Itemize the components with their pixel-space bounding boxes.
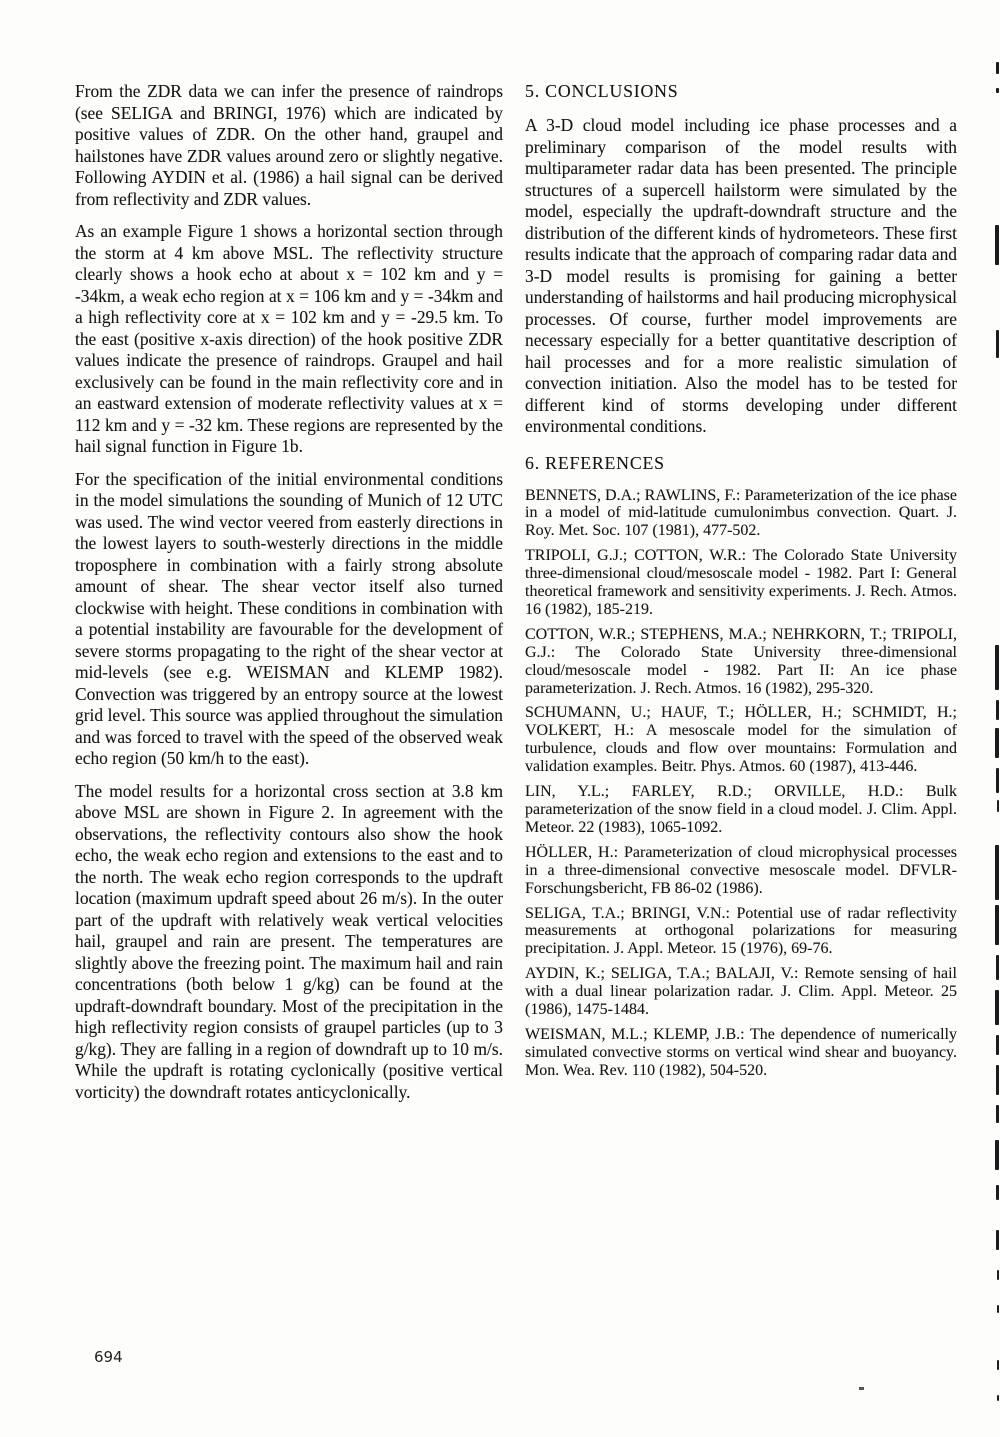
reference-cotton: COTTON, W.R.; STEPHENS, M.A.; NEHRKORN, T.; TRIPOLI, G.J.: The Colorado State University three-dimensional cloud/mesoscale model - 1982. Part II: An ice phase parameterization. J. Rech. Atmos. 16 (1982), 295-320. bbox=[525, 625, 957, 697]
paragraph-figure-1: As an example Figure 1 shows a horizontal section through the storm at 4 km above MSL. The reflectivity structure clearly shows a hook echo at about x = 102 km and y = -34km, a weak echo region at x = 106 km and y = -34km and a high reflectivity core at x = 102 km and y = -29.5 km. To the east (positive x-axis direction) of the hook positive ZDR values indicate the presence of raindrops. Graupel and hail exclusively can be found in the main reflectivity core and in an eastward extension of moderate reflectivity values at x = 112 km and y = -32 km. These regions are represented by the hail signal function in Figure 1b. bbox=[75, 221, 503, 456]
paragraph-initial-conditions: For the specification of the initial environmental conditions in the model simulations the sounding of Munich of 12 UTC was used. The wind vector veered from easterly directions in the lowest layers to south-westerly directions in the middle troposphere in combination with a fairly strong absolute amount of shear. The shear vector itself also turned clockwise with height. These conditions in combination with a potential instability are favourable for the development of severe storms propagating to the right of the shear vector at mid-levels (see e.g. WEISMAN and KLEMP 1982). Convection was triggered by an entropy source at the lowest grid level. This source was applied throughout the simulation and was forced to travel with the speed of the observed weak echo region (50 km/h to the east). bbox=[75, 468, 503, 768]
left-column bbox=[75, 81, 503, 1114]
scan-artifact-mark bbox=[997, 1395, 999, 1401]
conclusions-heading: 5. CONCLUSIONS bbox=[525, 81, 679, 101]
scan-artifact-mark bbox=[996, 62, 999, 74]
scan-artifact-mark bbox=[996, 88, 999, 93]
scan-artifact-mark bbox=[997, 1305, 999, 1313]
scan-artifact-mark bbox=[996, 700, 999, 720]
conclusions-paragraph: A 3-D cloud model including ice phase processes and a preliminary comparison of the model results with multiparameter radar data has been presented. The principle structures of a supercell hailstorm were simulated by the model, especially the updraft-downdraft structure and the distribution of the different kinds of hydrometeors. These first results indicate that the approach of comparing radar data and 3-D model results is promising for gaining a better understanding of hailstorms and hail producing microphysical processes. Of course, further model improvements are necessary especially for a better quantitative description of hail processes and for a more realistic simulation of convection initiation. Also the model has to be tested for different kind of storms developing under different environmental conditions. bbox=[525, 115, 957, 436]
scan-artifact-mark bbox=[997, 1270, 999, 1280]
scan-artifact-mark bbox=[997, 1360, 999, 1370]
reference-aydin: AYDIN, K.; SELIGA, T.A.; BALAJI, V.: Remote sensing of hail with a dual linear polarization radar. J. Clim. Appl. Meteor. 25 (1986), 1475-1484. bbox=[525, 965, 957, 1019]
reference-lin: LIN, Y.L.; FARLEY, R.D.; ORVILLE, H.D.: Bulk parameterization of the snow field in a cloud model. J. Clim. Appl. Meteor. 22 (1983), 1065-1092. bbox=[525, 783, 957, 836]
scan-speck bbox=[859, 1387, 864, 1390]
reference-bennets: BENNETS, D.A.; RAWLINS, F.: Parameterization of the ice phase in a model of mid-latitude cumulonimbus convection. Quart. J. Roy. Met. Soc. 107 (1981), 477-502. bbox=[525, 486, 957, 540]
scan-artifact-mark bbox=[996, 955, 999, 980]
page-number: 694 bbox=[94, 1348, 123, 1366]
scan-artifact-mark bbox=[996, 768, 999, 793]
scan-artifact-mark bbox=[995, 845, 999, 900]
scan-artifact-mark bbox=[995, 728, 999, 758]
reference-schumann: SCHUMANN, U.; HAUF, T.; HÖLLER, H.; SCHMIDT, H.; VOLKERT, H.: A mesoscale model for the simulation of turbulence, clouds and flow over mountains: Formulation and validation examples. Beitr. Phys. Atmos. 60 (1987), 413-446. bbox=[525, 704, 957, 776]
reference-seliga: SELIGA, T.A.; BRINGI, V.N.: Potential use of radar reflectivity measurements at orthogonal polarizations for measuring precipitation. J. Appl. Meteor. 15 (1976), 69-76. bbox=[525, 904, 957, 958]
reference-weisman: WEISMAN, M.L.; KLEMP, J.B.: The dependence of numerically simulated convective storms on vertical wind shear and buoyancy. Mon. Wea. Rev. 110 (1982), 504-520. bbox=[525, 1025, 957, 1079]
scan-artifact-mark bbox=[996, 1035, 999, 1055]
references-heading: 6. REFERENCES bbox=[525, 452, 665, 473]
scan-artifact-mark bbox=[997, 800, 999, 812]
scan-artifact-mark bbox=[995, 1140, 999, 1170]
right-column bbox=[525, 81, 957, 1087]
reference-tripoli: TRIPOLI, G.J.; COTTON, W.R.: The Colorado State University three-dimensional cloud/mesoscale model - 1982. Part I: General theoretical framework and sensitivity experiments. J. Rech. Atmos. 16 (1982), 185-219. bbox=[525, 547, 957, 618]
scan-artifact-mark bbox=[996, 1185, 999, 1200]
scan-artifact-mark bbox=[996, 1105, 999, 1123]
scan-artifact-mark bbox=[995, 990, 999, 1025]
paragraph-zdr-data: From the ZDR data we can infer the presence of raindrops (see SELIGA and BRINGI, 1976) which are indicated by positive values of ZDR. On the other hand, graupel and hailstones have ZDR values around zero or slightly negative. Following AYDIN et al. (1986) a hail signal can be derived from reflectivity and ZDR values. bbox=[75, 81, 503, 209]
scan-artifact-mark bbox=[995, 225, 999, 265]
scan-artifact-mark bbox=[996, 1230, 999, 1250]
paragraph-model-results: The model results for a horizontal cross section at 3.8 km above MSL are shown in Figure 2. In agreement with the observations, the reflectivity contours also show the hook echo, the weak echo region and extensions to the east and to the north. The weak echo region corresponds to the updraft location (maximum updraft speed about 26 m/s). In the outer part of the updraft with relatively weak vertical velocities hail, graupel and rain are present. The temperatures are slightly above the freezing point. The maximum hail and rain concentrations (both below 1 g/kg) can be found at the updraft-downdraft boundary. Most of the precipitation in the high reflectivity region consists of graupel particles (up to 3 g/kg). They are falling in a region of downdraft up to 10 m/s. While the updraft is rotating cyclonically (positive vertical vorticity) the downdraft rotates anticyclonically. bbox=[75, 780, 503, 1102]
reference-holler: HÖLLER, H.: Parameterization of cloud microphysical processes in a three-dimensional convective mesoscale model. DFVLR-Forschungsbericht, FB 86-02 (1986). bbox=[525, 843, 957, 897]
scan-artifact-mark bbox=[996, 1065, 999, 1095]
scan-artifact-mark bbox=[995, 645, 999, 690]
scan-artifact-mark bbox=[995, 905, 999, 945]
scan-artifact-mark bbox=[996, 330, 999, 358]
